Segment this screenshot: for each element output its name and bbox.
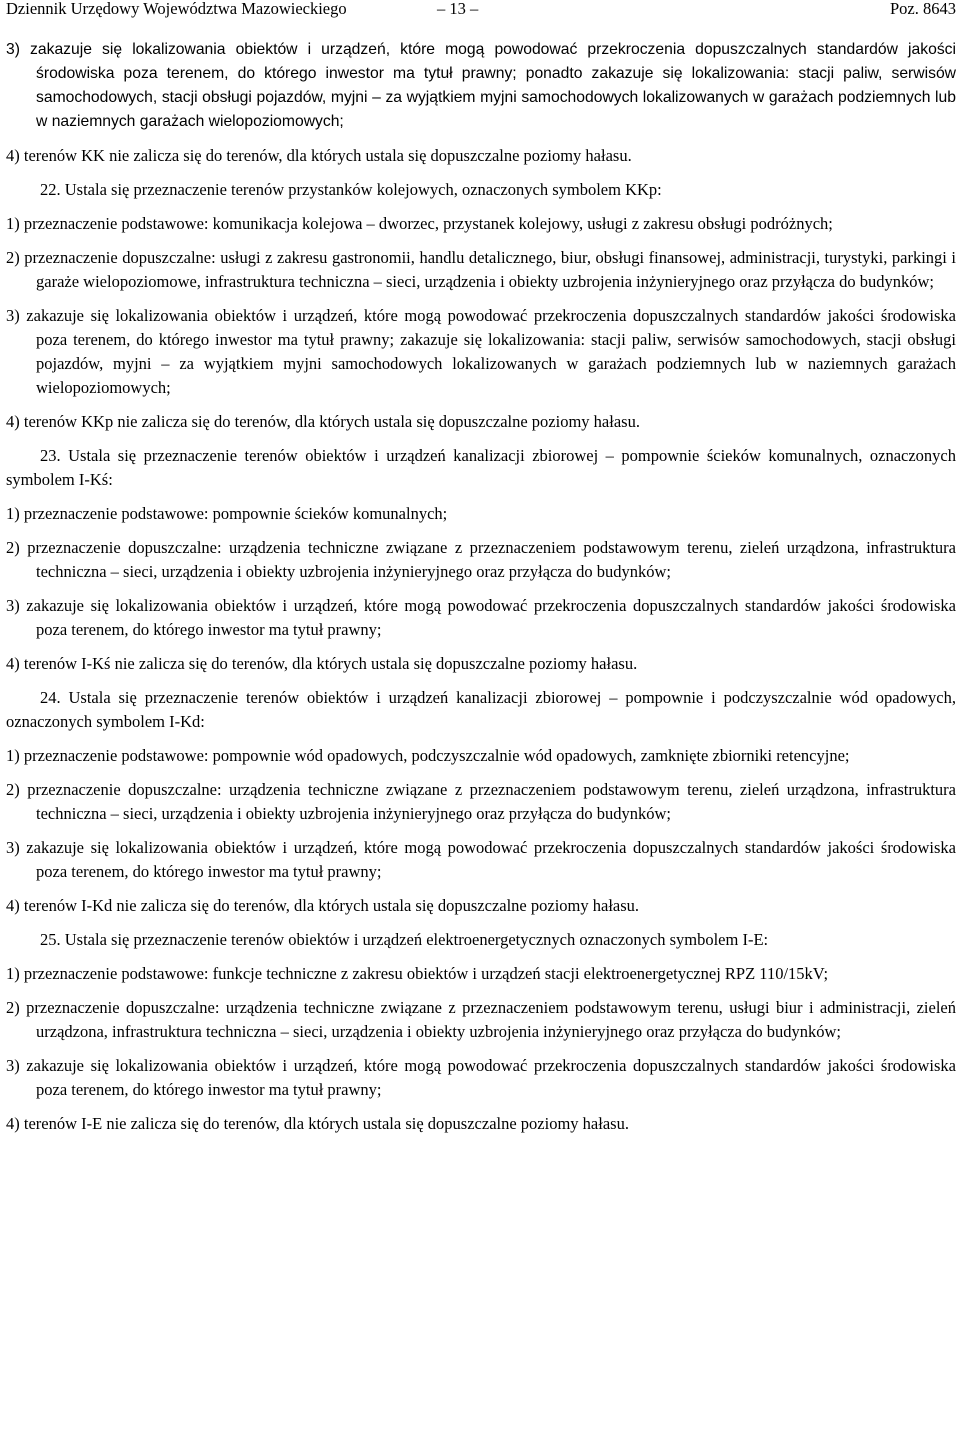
list-item: 4) terenów KKp nie zalicza się do terenów, dla których ustala się dopuszczalne poziomy hałasu.	[6, 412, 640, 431]
list-item: 2) przeznaczenie dopuszczalne: urządzenia techniczne związane z przeznaczeniem podstawowym terenu, zieleń urządzona, infrastruktura techniczna – sieci, urządzenia i obiekty uzbrojenia inżynieryjnego oraz przyłącza do budynków;	[6, 780, 956, 823]
list-item: 1) przeznaczenie podstawowe: pompownie ścieków komunalnych;	[6, 504, 448, 523]
list-item: 3) zakazuje się lokalizowania obiektów i urządzeń, które mogą powodować przekroczenia dopuszczalnych standardów jakości środowiska poza terenem, do którego inwestor ma tytuł prawny;	[6, 596, 956, 639]
list-item: 3) zakazuje się lokalizowania obiektów i urządzeń, które mogą powodować przekroczenia dopuszczalnych standardów jakości środowiska poza terenem, do którego inwestor ma tytuł prawny; ponadto zakazuje się lokalizowania: stacji paliw, serwisów samochodowych, stacji obsługi pojazdów, myjni – za wyjątkiem myjni samochodowych lokalizowanych w garażach podziemnych lub w naziemnych garażach wielopoziomowych;	[6, 41, 956, 130]
section-paragraph: 22. Ustala się przeznaczenie terenów przystanków kolejowych, oznaczonych symbolem KKp:	[40, 180, 662, 199]
list-item: 1) przeznaczenie podstawowe: pompownie wód opadowych, podczyszczalnie wód opadowych, zamknięte zbiorniki retencyjne;	[6, 746, 850, 765]
position-number: Poz. 8643	[890, 0, 956, 18]
list-item: 1) przeznaczenie podstawowe: funkcje techniczne z zakresu obiektów i urządzeń stacji elektroenergetycznej RPZ 110/15kV;	[6, 964, 829, 983]
section-paragraph: 25. Ustala się przeznaczenie terenów obiektów i urządzeń elektroenergetycznych oznaczonych symbolem I-E:	[40, 930, 769, 949]
journal-title: Dziennik Urzędowy Województwa Mazowieckiego	[6, 0, 347, 18]
list-item: 3) zakazuje się lokalizowania obiektów i urządzeń, które mogą powodować przekroczenia dopuszczalnych standardów jakości środowiska poza terenem, do którego inwestor ma tytuł prawny; zakazuje się lokalizowania: stacji paliw, serwisów samochodowych, stacji obsługi pojazdów, myjni – za wyjątkiem myjni samochodowych lokalizowanych w garażach podziemnych lub w naziemnych garażach wielopoziomowych;	[6, 306, 956, 397]
list-item: 4) terenów I-Kś nie zalicza się do terenów, dla których ustala się dopuszczalne poziomy hałasu.	[6, 654, 638, 673]
list-item: 4) terenów I-E nie zalicza się do terenów, dla których ustala się dopuszczalne poziomy hałasu.	[6, 1114, 629, 1133]
document-body	[6, 38, 956, 1146]
list-item: 1) przeznaczenie podstawowe: komunikacja kolejowa – dworzec, przystanek kolejowy, usługi z zakresu obsługi podróżnych;	[6, 214, 833, 233]
page-header	[0, 0, 960, 22]
list-item: 4) terenów KK nie zalicza się do terenów, dla których ustala się dopuszczalne poziomy hałasu.	[6, 146, 632, 165]
list-item: 2) przeznaczenie dopuszczalne: usługi z zakresu gastronomii, handlu detalicznego, biur, obsługi finansowej, administracji, turystyki, parkingi i garaże wielopoziomowe, infrastruktura techniczna – sieci, urządzenia i obiekty uzbrojenia inżynieryjnego oraz przyłącza do budynków;	[6, 248, 956, 291]
list-item: 2) przeznaczenie dopuszczalne: urządzenia techniczne związane z przeznaczeniem podstawowym terenu, zieleń urządzona, infrastruktura techniczna – sieci, urządzenia i obiekty uzbrojenia inżynieryjnego oraz przyłącza do budynków;	[6, 538, 956, 581]
list-item: 3) zakazuje się lokalizowania obiektów i urządzeń, które mogą powodować przekroczenia dopuszczalnych standardów jakości środowiska poza terenem, do którego inwestor ma tytuł prawny;	[6, 838, 956, 881]
list-item: 4) terenów I-Kd nie zalicza się do terenów, dla których ustala się dopuszczalne poziomy hałasu.	[6, 896, 640, 915]
list-item: 3) zakazuje się lokalizowania obiektów i urządzeń, które mogą powodować przekroczenia dopuszczalnych standardów jakości środowiska poza terenem, do którego inwestor ma tytuł prawny;	[6, 1056, 956, 1099]
list-item: 2) przeznaczenie dopuszczalne: urządzenia techniczne związane z przeznaczeniem podstawowym terenu, usługi biur i administracji, zieleń urządzona, infrastruktura techniczna – sieci, urządzenia i obiekty uzbrojenia inżynieryjnego oraz przyłącza do budynków;	[6, 998, 956, 1041]
section-paragraph: 23. Ustala się przeznaczenie terenów obiektów i urządzeń kanalizacji zbiorowej – pompownie ścieków komunalnych, oznaczonych symbolem I-Kś:	[6, 446, 956, 489]
page-number: – 13 –	[437, 0, 479, 18]
section-paragraph: 24. Ustala się przeznaczenie terenów obiektów i urządzeń kanalizacji zbiorowej – pompownie i podczyszczalnie wód opadowych, oznaczonych symbolem I-Kd:	[6, 688, 956, 731]
